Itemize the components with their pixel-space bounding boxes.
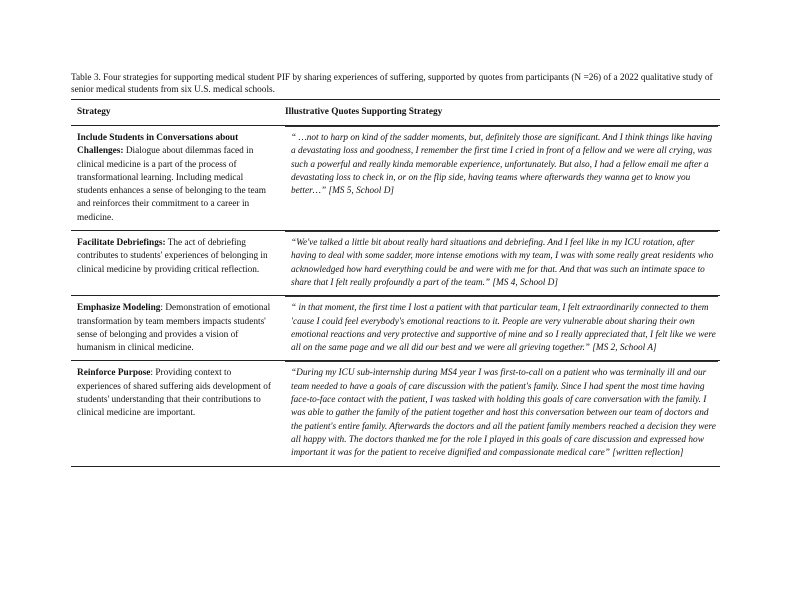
table-row — [71, 231, 720, 296]
strategies-table — [71, 99, 720, 467]
table-row — [71, 126, 720, 231]
strategy-description: : Demonstration of emotional transformation by team members impacts students' sense of belonging and provides a vision of humanism in clinical medicine. — [77, 303, 271, 354]
quote-cell — [279, 296, 720, 361]
strategy-title: Facilitate Debriefings: — [77, 238, 166, 249]
table-row — [71, 296, 720, 361]
strategy-cell — [71, 296, 279, 361]
strategy-cell — [71, 126, 279, 231]
table-header — [71, 100, 720, 126]
strategy-description: The act of debriefing contributes to students' experiences of belonging in clinical medicine by providing critical reflection. — [77, 238, 268, 275]
quote-text: “ …not to harp on kind of the sadder moments, but, definitely those are significant. And I think things like having a devastating loss and goodness, I remember the first time I cried in front of a fellow and we were all crying, was such a powerful and really kinda memorable experience, unfortunately. But also, I had a fellow email me after a devastating loss to check in, or on the flip side, having teams where afterwards they wanna get to know you better…” [MS 5, School D] — [285, 126, 718, 198]
strategy-title: Include Students in Conversations about Challenges: — [77, 133, 239, 157]
table-body — [71, 126, 720, 467]
strategy-title: Emphasize Modeling — [77, 303, 161, 314]
strategy-description: : Providing context to experiences of shared suffering aids development of students' understanding that their contributions to clinical medicine are important. — [77, 368, 271, 419]
quote-text: “During my ICU sub-internship during MS4 year I was first-to-call on a patient who was terminally ill and our team needed to have a goals of care discussion with the patient's family. Since I had spent the most time having face-to-face contact with the patient, I was tasked with holding this goals of care conversation with the family. I was able to gather the family of the patient together and host this conversation between our team of doctors and the patient's entire family. Afterwards the doctors and all the patient family members reached a decision they were all happy with. The doctors thanked me for the role I played in this goals of care discussion and expressed how important it was for the patient to receive dignified and compassionate medical care” [written reflection] — [285, 361, 718, 460]
strategy-title: Reinforce Purpose — [77, 368, 151, 379]
document-page — [71, 72, 720, 467]
header-row — [71, 100, 720, 126]
quote-cell — [279, 231, 720, 296]
table-caption: Table 3. Four strategies for supporting medical student PIF by sharing experiences of suffering, supported by quotes from participants (N =26) of a 2022 qualitative study of senior medical students from six U.S. medical schools. — [71, 73, 713, 95]
strategy-cell — [71, 361, 279, 466]
header-strategy: Strategy — [77, 107, 111, 117]
quote-text: “We've talked a little bit about really hard situations and debriefing. And I feel like in my ICU rotation, after having to deal with some sadder, more intense emotions with my team, I was with some really great residents who acknowledged how hard everything could be and were with me for that. And that was such an intimate space to share that I felt really profoundly a part of the team.” [MS 4, School D] — [285, 231, 718, 290]
strategy-description: Dialogue about dilemmas faced in clinical medicine is a part of the process of transformational learning. Including medical students enhances a sense of belonging to the team and reinforces their commitment to a career in medicine. — [77, 146, 266, 223]
quote-text: “ in that moment, the first time I lost a patient with that particular team, I felt extraordinarily connected to them 'cause I could feel everybody's emotional reactions to it. People are very vulnerable about sharing their own emotional reactions and very protective and supportive of mine and so I really appreciated that, I felt like we were all on the same page and we all did our best and we were all grieving together.” [MS 2, School A] — [285, 296, 718, 355]
quote-cell — [279, 361, 720, 466]
table-row — [71, 361, 720, 466]
strategy-cell — [71, 231, 279, 296]
quote-cell — [279, 126, 720, 231]
header-quotes: Illustrative Quotes Supporting Strategy — [285, 107, 443, 117]
